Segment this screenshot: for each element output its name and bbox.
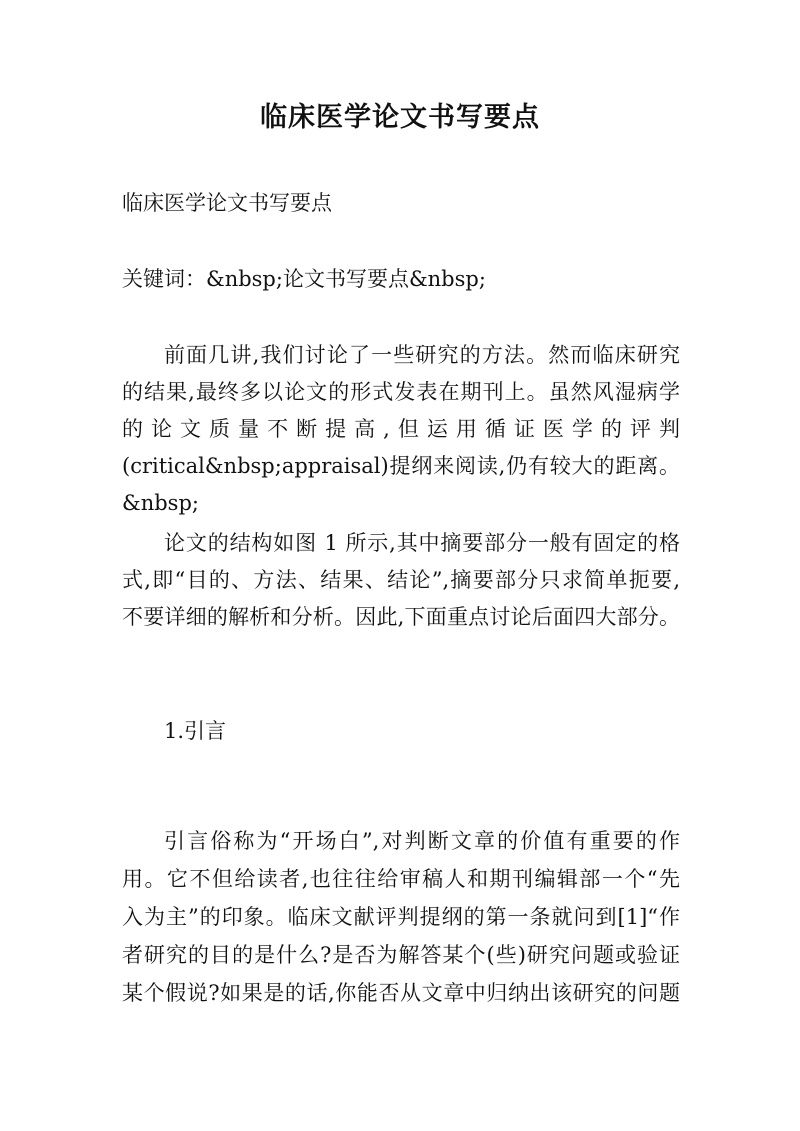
keywords-line: 关键词：&nbsp;论文书写要点&nbsp; [122,267,486,291]
paragraph-3-line: 用。它不但给读者,也往往给审稿人和期刊编辑部一个“先 [122,867,680,891]
paragraph-1-line: 的论文质量不断提高,但运用循证医学的评判 [122,417,680,441]
section-heading-introduction: 1.引言 [164,719,227,743]
paragraph-1-line: 的结果,最终多以论文的形式发表在期刊上。虽然风湿病学 [122,380,680,404]
paragraph-2-line: 不要详细的解析和分析。因此,下面重点讨论后面四大部分。 [122,605,680,629]
paragraph-1-line: 前面几讲,我们讨论了一些研究的方法。然而临床研究 [164,343,680,367]
paragraph-2-line: 式,即“目的、方法、结果、结论”,摘要部分只求简单扼要, [122,568,680,592]
paragraph-1-line: &nbsp; [122,491,199,515]
paragraph-3-line: 入为主”的印象。临床文献评判提纲的第一条就问到[1]“作 [122,905,680,929]
paragraph-2-line: 论文的结构如图 1 所示,其中摘要部分一般有固定的格 [164,531,680,555]
paragraph-1-line: (critical&nbsp;appraisal)提纲来阅读,仍有较大的距离。 [122,454,680,478]
document-subtitle: 临床医学论文书写要点 [122,191,332,215]
document-title: 临床医学论文书写要点 [260,102,540,133]
paragraph-3-line: 者研究的目的是什么?是否为解答某个(些)研究问题或验证 [122,943,680,967]
paragraph-3-line: 引言俗称为“开场白”,对判断文章的价值有重要的作 [164,829,680,853]
paragraph-3-line: 某个假说?如果是的话,你能否从文章中归纳出该研究的问题 [122,981,680,1005]
